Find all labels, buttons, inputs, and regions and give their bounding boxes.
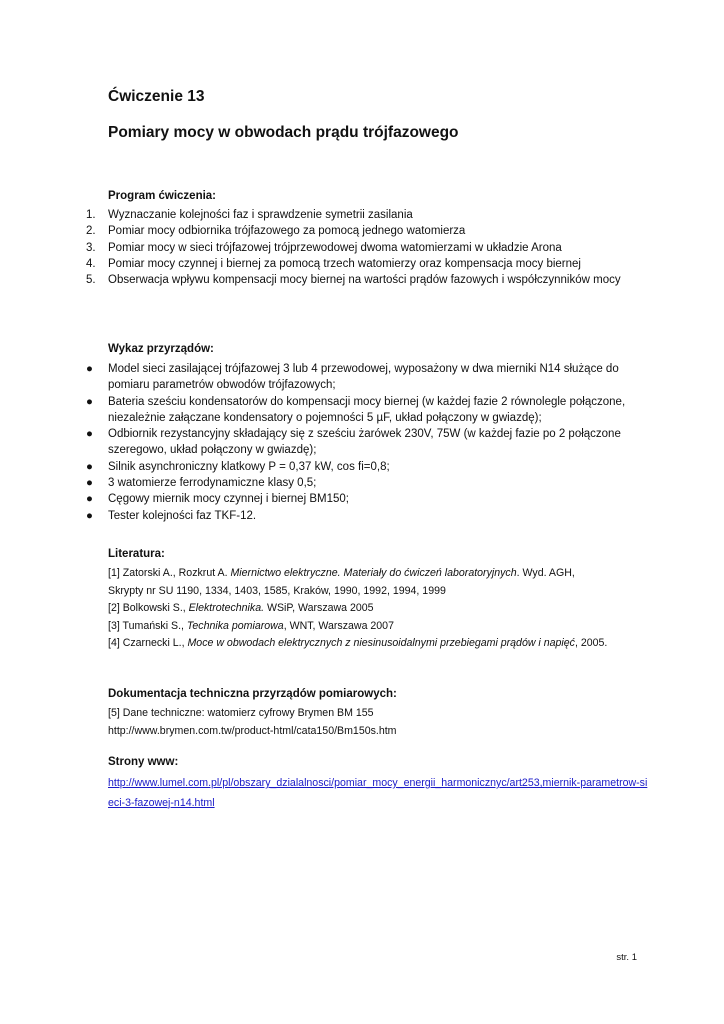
reference-item: [5] Dane techniczne: watomierz cyfrowy Brymen BM 155: [108, 707, 374, 719]
list-item: 1. Wyznaczanie kolejności faz i sprawdzenie symetrii zasilania: [86, 209, 413, 221]
instruments-heading: Wykaz przyrządów:: [108, 343, 214, 355]
list-item: ● Bateria sześciu kondensatorów do kompensacji mocy biernej (w każdej fazie 2 równolegle połączone, niezależnie załączane kondensatory o pojemności 5 µF, układ połączony w gwiazdę);: [86, 395, 626, 424]
instruments-list: [86, 361, 646, 524]
list-item: ● Silnik asynchroniczny klatkowy P = 0,37 kW, cos fi=0,8;: [86, 459, 646, 475]
website-link[interactable]: http://www.lumel.com.pl/pl/obszary_dzialalnosci/pomiar_mocy_energii_harmonicznyc/art253,miernik-parametrow-sieci-3-fazowej-n14.html: [108, 777, 648, 809]
websites-list: [108, 773, 648, 812]
list-item: ● 3 watomierze ferrodynamiczne klasy 0,5;: [86, 475, 646, 491]
page-number: str. 1: [616, 952, 637, 963]
list-item: 5. Obserwacja wpływu kompensacji mocy biernej na wartości prądów fazowych i współczynników mocy: [86, 274, 621, 287]
program-heading: Program ćwiczenia:: [108, 190, 217, 202]
exercise-subtitle: Pomiary mocy w obwodach prądu trójfazowego: [108, 124, 459, 141]
list-item: ● Model sieci zasilającej trójfazowej 3 lub 4 przewodowej, wyposażony w dwa mierniki N14 służące do pomiaru parametrów obwodów trójfazowych;: [86, 363, 619, 392]
bullet-icon: ●: [86, 428, 93, 441]
reference-item: [4] Czarnecki L., Moce w obwodach elektrycznych z niesinusoidalnymi przebiegami prądów i napięć, 2005.: [108, 637, 608, 650]
bullet-icon: ●: [86, 509, 93, 522]
reference-url: http://www.brymen.com.tw/product-html/cata150/Bm150s.htm: [108, 724, 397, 737]
bullet-icon: ●: [86, 477, 93, 490]
program-list: [86, 207, 646, 288]
list-item: 4. Pomiar mocy czynnej i biernej za pomocą trzech watomierzy oraz kompensacja mocy biernej: [86, 257, 581, 270]
list-item: 2. Pomiar mocy odbiornika trójfazowego za pomocą jednego watomierza: [86, 225, 466, 238]
list-item: ● Tester kolejności faz TKF-12.: [86, 508, 646, 524]
reference-item: [1] Zatorski A., Rozkrut A. Miernictwo elektryczne. Materiały do ćwiczeń laboratoryjnych. Wyd. AGH,: [108, 567, 575, 579]
reference-continuation: Skrypty nr SU 1190, 1334, 1403, 1585, Kraków, 1990, 1992, 1994, 1999: [108, 584, 446, 597]
list-item: 3. Pomiar mocy w sieci trójfazowej trójprzewodowej dwoma watomierzami w układzie Arona: [86, 241, 562, 254]
list-item: ● Cęgowy miernik mocy czynnej i biernej BM150;: [86, 491, 646, 507]
documentation-list: [108, 705, 648, 740]
exercise-title: Ćwiczenie 13: [108, 88, 205, 105]
bullet-icon: ●: [86, 460, 93, 473]
websites-heading: Strony www:: [108, 756, 179, 768]
bullet-icon: ●: [86, 363, 93, 375]
list-item: ● Odbiornik rezystancyjny składający się z sześciu żarówek 230V, 75W (w każdej fazie po 2 połączone szeregowo, układ połączony w gwiazdę);: [86, 428, 621, 457]
literature-list: [108, 565, 648, 653]
reference-item: [3] Tumański S., Technika pomiarowa, WNT, Warszawa 2007: [108, 619, 394, 632]
bullet-icon: ●: [86, 395, 93, 408]
literature-heading: Literatura:: [108, 548, 165, 560]
documentation-heading: Dokumentacja techniczna przyrządów pomiarowych:: [108, 688, 397, 700]
reference-item: [2] Bolkowski S., Elektrotechnika. WSiP, Warszawa 2005: [108, 602, 374, 615]
bullet-icon: ●: [86, 493, 93, 506]
